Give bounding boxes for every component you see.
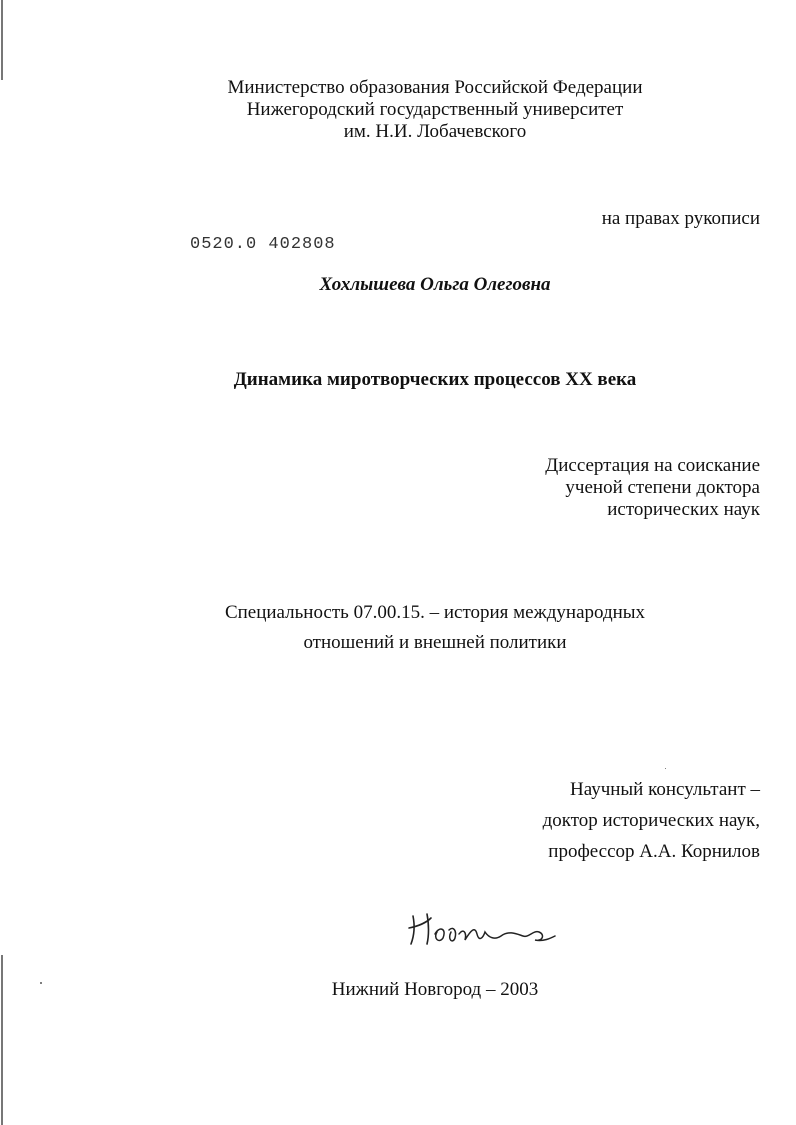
named-after-line: им. Н.И. Лобачевского	[343, 121, 527, 142]
manuscript-note: на правах рукописи	[601, 208, 760, 229]
university-line: Нижегородский государственный университет	[246, 99, 624, 120]
specialty-line-2: отношений и внешней политики	[303, 632, 567, 653]
scan-edge-top	[1, 0, 3, 80]
degree-line-3: исторических наук	[607, 499, 760, 520]
ministry-line: Министерство образования Российской Федерации	[227, 77, 643, 98]
specialty-line-1: Специальность 07.00.15. – история международных	[224, 602, 646, 623]
handwritten-signature	[405, 908, 565, 958]
degree-line-1: Диссертация на соискание	[545, 455, 760, 476]
consultant-line-3: профессор А.А. Корнилов	[548, 841, 760, 862]
place-and-year: Нижний Новгород – 2003	[331, 979, 539, 1000]
degree-line-2: ученой степени доктора	[565, 477, 760, 498]
author-name: Хохлышева Ольга Олеговна	[319, 274, 551, 295]
consultant-line-2: доктор исторических наук,	[542, 810, 760, 831]
consultant-line-1: Научный консультант –	[570, 779, 760, 800]
library-stamp-number: 0520.0 402808	[190, 235, 336, 254]
dissertation-title: Динамика миротворческих процессов XX века	[233, 369, 637, 390]
scan-dot	[665, 768, 666, 769]
